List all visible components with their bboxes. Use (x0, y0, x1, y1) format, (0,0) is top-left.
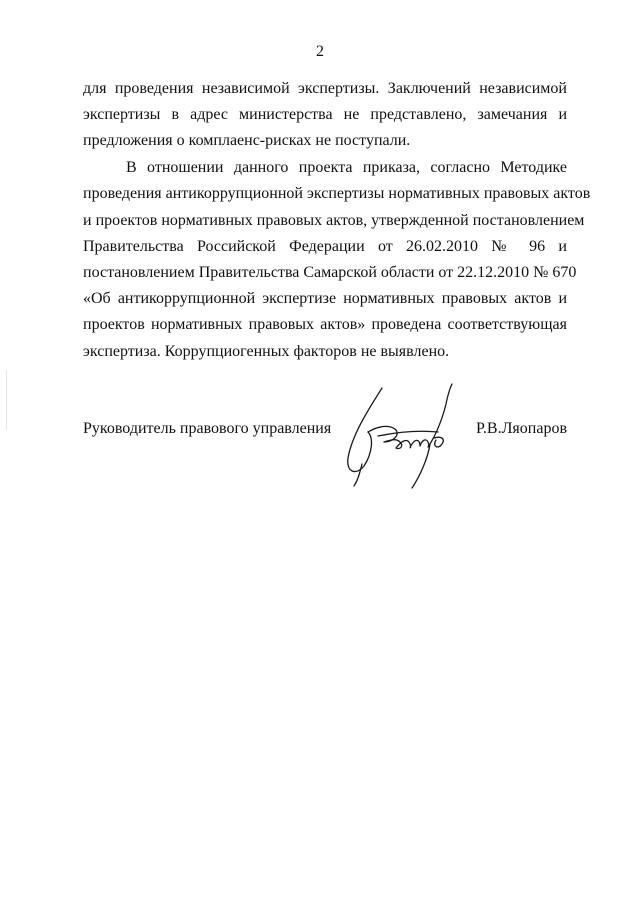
text-line: проектов нормативных правовых актов» проведена соответствующая (83, 316, 567, 334)
signer-name: Р.В.Ляопаров (476, 420, 567, 437)
page-number: 2 (316, 43, 324, 60)
document-body (83, 76, 591, 365)
text-line: проведения антикоррупционной экспертизы нормативных правовых актов (83, 185, 591, 203)
text-line: В отношении данного проекта приказа, согласно Методике (126, 159, 567, 177)
paragraph-2 (83, 155, 591, 365)
text-line: постановлением Правительства Самарской области от 22.12.2010 № 670 (83, 263, 577, 281)
text-line: для проведения независимой экспертизы. Заключений независимой (83, 80, 567, 97)
text-line: Правительства Российской Федерации от 26.02.2010 № 96 и (83, 237, 567, 255)
signer-position: Руководитель правового управления (83, 420, 332, 437)
text-line: экспертиза. Коррупциогенных факторов не выявлено. (83, 342, 450, 360)
text-line: и проектов нормативных правовых актов, утвержденной постановлением (83, 211, 585, 229)
paragraph-1 (83, 76, 567, 155)
text-line: экспертизы в адрес министерства не представлено, замечания и (83, 106, 567, 124)
text-line: предложения о комплаенс-рисках не поступали. (83, 132, 411, 150)
signature-block (83, 418, 567, 448)
text-line: «Об антикоррупционной экспертизе нормативных правовых актов и (83, 290, 567, 308)
handwritten-signature (338, 380, 470, 490)
scan-artifact (6, 370, 7, 430)
